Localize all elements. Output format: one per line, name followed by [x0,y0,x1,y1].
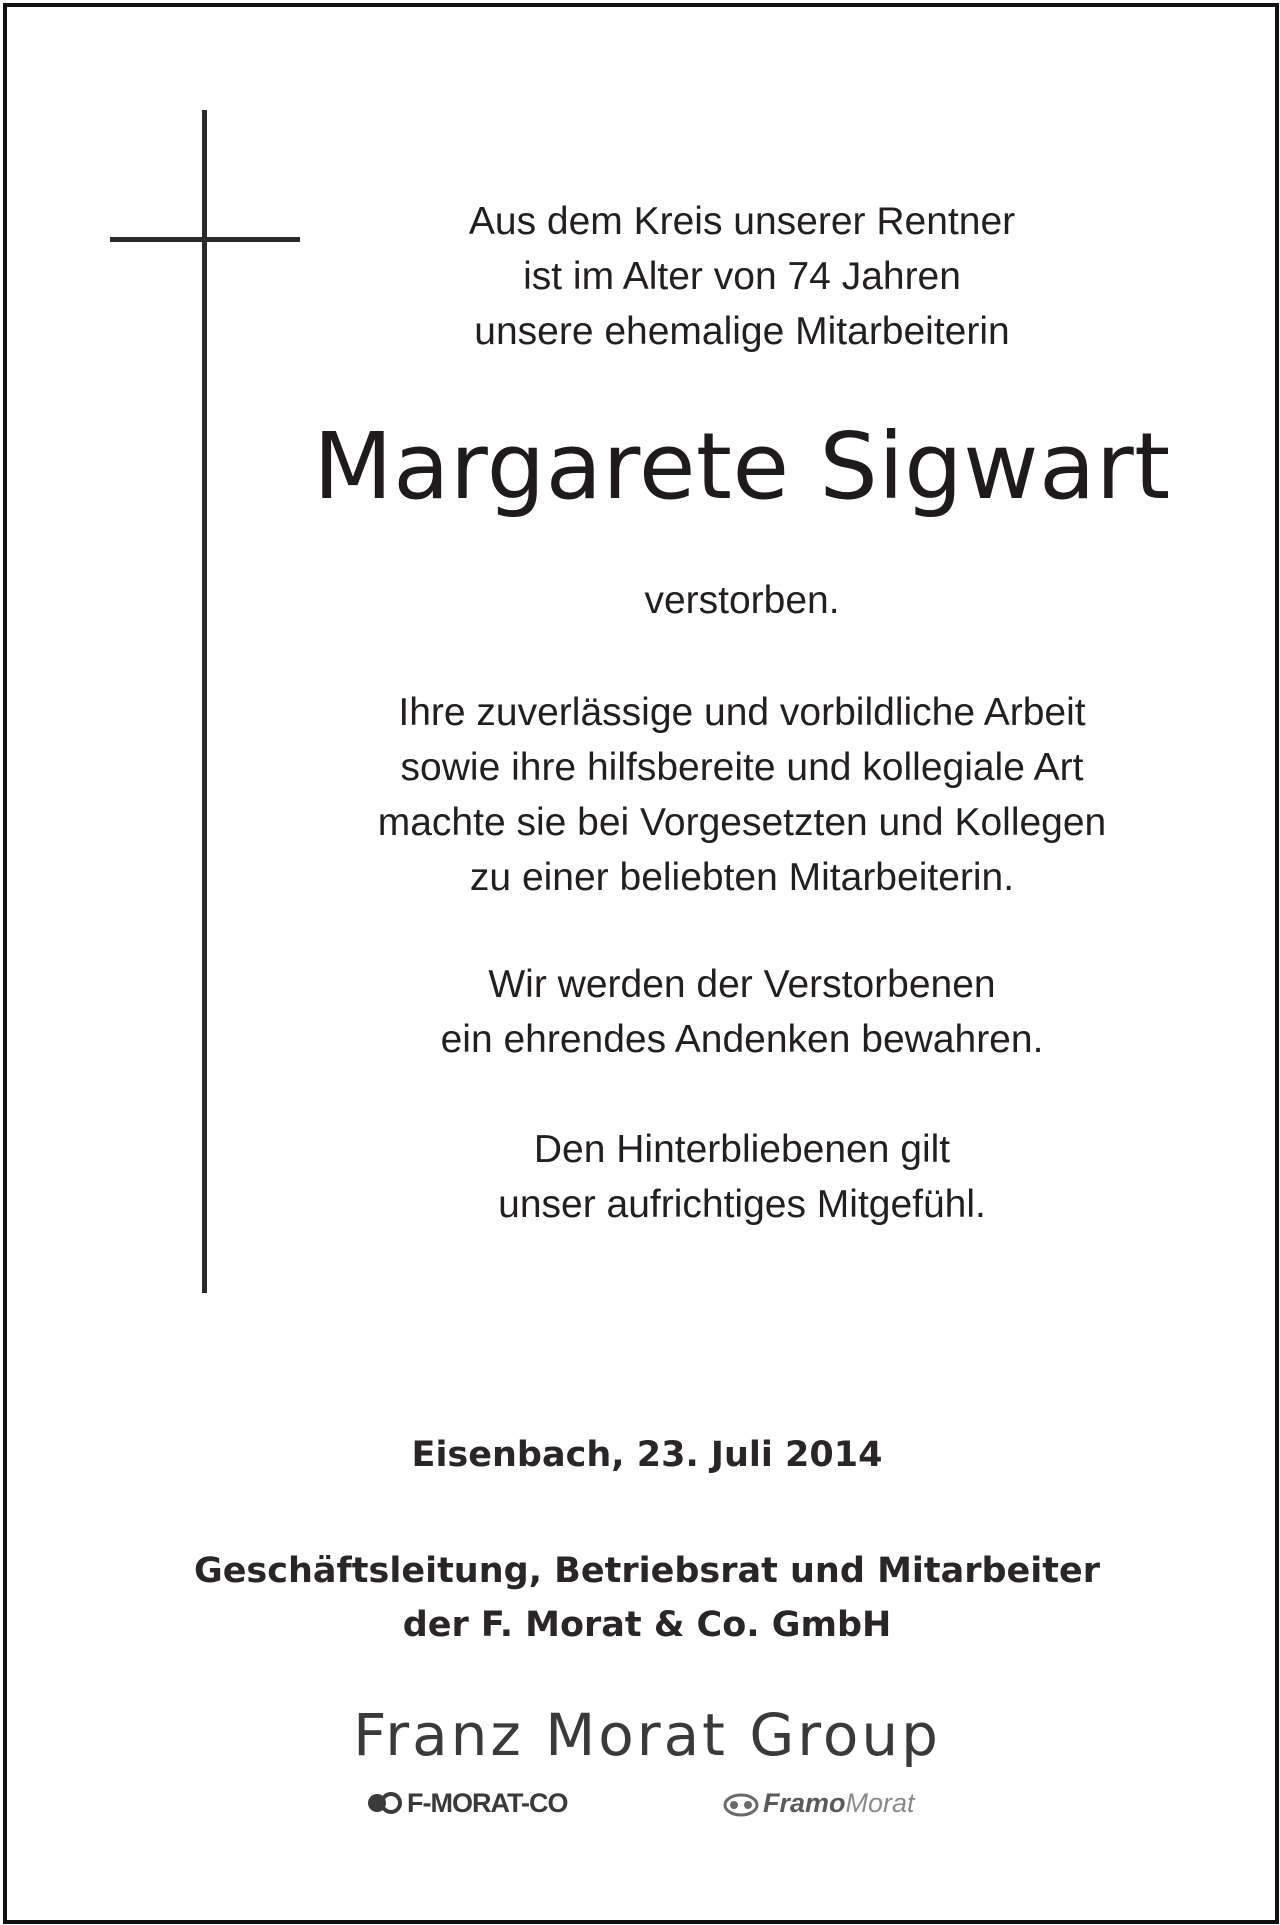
intro-text [7,194,1280,359]
framo-emblem-icon [723,1792,759,1818]
place-date: Eisenbach, 23. Juli 2014 [411,1435,883,1475]
signature-line: der F. Morat & Co. GmbH [402,1605,892,1645]
remembrance-paragraph [7,957,1280,1067]
tribute-line: machte sie bei Vorgesetzten und Kollegen [377,801,1107,844]
framo-morat-logo [723,1785,915,1821]
remembrance-line: Wir werden der Verstorbenen [488,963,996,1006]
tribute-line: zu einer beliebten Mitarbeiterin. [469,856,1015,899]
verstorben-text: verstorben. [644,579,840,622]
condolence-line: Den Hinterbliebenen gilt [533,1128,951,1171]
f-morat-emblem-icon [367,1788,403,1818]
intro-line: ist im Alter von 74 Jahren [523,255,961,298]
framo-text: Framo [763,1788,846,1818]
tribute-line: Ihre zuverlässige und vorbildliche Arbeit [398,691,1086,734]
condolence-line: unser aufrichtiges Mitgefühl. [498,1183,986,1226]
condolence-paragraph [7,1122,1280,1232]
obituary-notice [3,3,1279,1924]
signature-block [7,1544,1280,1652]
deceased-name: Margarete Sigwart [313,413,1171,520]
framo-morat-text: Morat [845,1788,915,1818]
f-morat-co-logo [367,1785,567,1821]
tribute-paragraph [7,685,1280,905]
intro-line: Aus dem Kreis unserer Rentner [468,200,1016,243]
signature-line: Geschäftsleitung, Betriebsrat und Mitarbeiter [193,1551,1101,1591]
tribute-line: sowie ihre hilfsbereite und kollegiale Art [400,746,1084,789]
f-morat-co-text: F-MORAT-CO [407,1788,568,1818]
remembrance-line: ein ehrendes Andenken bewahren. [440,1018,1044,1061]
intro-line: unsere ehemalige Mitarbeiterin [474,310,1010,353]
franz-morat-group-logo: Franz Morat Group [353,1701,941,1769]
